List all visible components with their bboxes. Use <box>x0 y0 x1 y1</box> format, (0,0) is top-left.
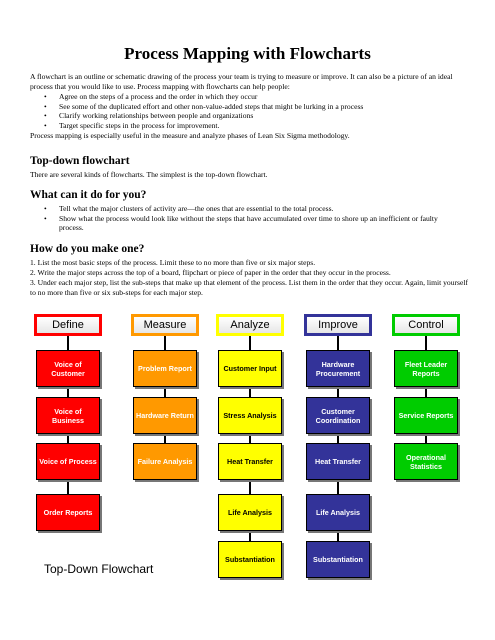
flowchart-step-box: Substantiation <box>306 541 370 578</box>
page-title: Process Mapping with Flowcharts <box>124 44 371 63</box>
flowchart-step-box: Customer Input <box>218 350 282 387</box>
flowchart-header-improve: Improve <box>304 314 372 336</box>
intro-paragraph: A flowchart is an outline or schematic drawing of the process your team is trying to measure or improve. It can also be a picture of an ideal process that you would like to use. Process mapping with flowcharts can help people: <box>30 72 453 91</box>
flowchart-header-define: Define <box>34 314 102 336</box>
flowchart-step-box: Customer Coordination <box>306 397 370 434</box>
flowchart-step-box: Voice of Process <box>36 443 100 480</box>
flowchart-header-measure: Measure <box>131 314 199 336</box>
flowchart-step-box: Heat Transfer <box>306 443 370 480</box>
flowchart-step-box: Hardware Procurement <box>306 350 370 387</box>
flowchart-step-box: Voice of Customer <box>36 350 100 387</box>
heading-what-can: What can it do for you? <box>30 189 147 201</box>
flowchart-step-box: Order Reports <box>36 494 100 531</box>
flowchart-step-box: Heat Transfer <box>218 443 282 480</box>
intro-bullet: • Clarify working relationships between people and organizations <box>30 111 470 121</box>
flowchart-step-box: Fleet Leader Reports <box>394 350 458 387</box>
intro-bullet: • Target specific steps in the process for improvement. <box>30 121 470 131</box>
flowchart-step-box: Substantiation <box>218 541 282 578</box>
flowchart-step-box: Voice of Business <box>36 397 100 434</box>
flowchart-step-box: Life Analysis <box>306 494 370 531</box>
how-to-step-1: 1. List the most basic steps of the process. Limit these to no more than five or six major steps. <box>30 258 316 267</box>
flowchart-caption: Top-Down Flowchart <box>44 562 154 576</box>
flowchart-step-box: Stress Analysis <box>218 397 282 434</box>
heading-how-to: How do you make one? <box>30 243 145 255</box>
how-to-step-3: 3. Under each major step, list the sub-steps that make up that element of the process. List them in the order that they occur. Again, limit yourself to no more than five or six sub-steps for each major step. <box>30 278 469 297</box>
what-can-bullet: • Show what the process would look like without the steps that have accumulated over time to shore up an inefficient or faulty process. <box>30 214 470 233</box>
heading-top-down: Top-down flowchart <box>30 155 130 167</box>
intro-bullet: • See some of the duplicated effort and other non-value-added steps that might be lurking in a process <box>30 102 470 112</box>
flowchart-step-box: Problem Report <box>133 350 197 387</box>
flowchart-header-analyze: Analyze <box>216 314 284 336</box>
how-to-step-2: 2. Write the major steps across the top of a board, flipchart or piece of paper in the order that they occur in the process. <box>30 268 391 277</box>
flowchart-header-control: Control <box>392 314 460 336</box>
flowchart-step-box: Hardware Return <box>133 397 197 434</box>
flowchart-step-box: Service Reports <box>394 397 458 434</box>
flowchart-step-box: Life Analysis <box>218 494 282 531</box>
top-down-text: There are several kinds of flowcharts. The simplest is the top-down flowchart. <box>30 170 268 179</box>
what-can-bullet: • Tell what the major clusters of activity are—the ones that are essential to the total process. <box>30 204 470 214</box>
flowchart-step-box: Operational Statistics <box>394 443 458 480</box>
intro-closing: Process mapping is especially useful in the measure and analyze phases of Lean Six Sigma methodology. <box>30 131 350 140</box>
flowchart-step-box: Failure Analysis <box>133 443 197 480</box>
intro-bullet: • Agree on the steps of a process and the order in which they occur <box>30 92 470 102</box>
